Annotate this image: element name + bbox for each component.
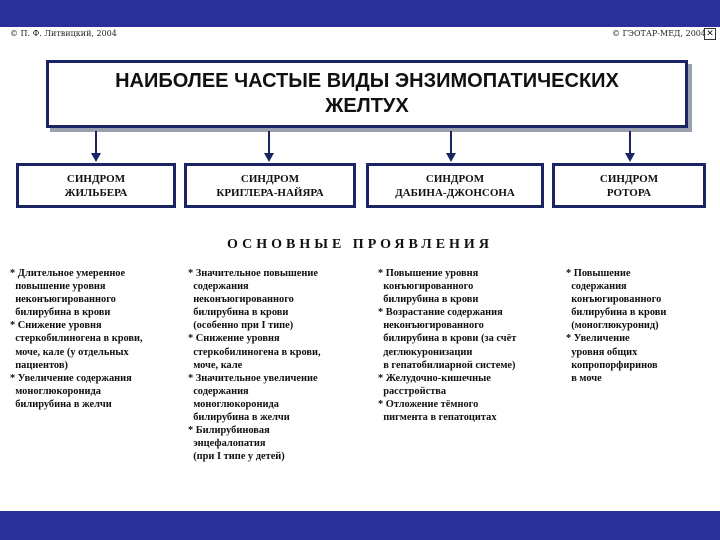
manifestation-line: в гепатобилиарной системе) bbox=[378, 359, 516, 371]
manifestation-line: пациентов) bbox=[10, 359, 68, 371]
close-icon[interactable]: ✕ bbox=[704, 28, 716, 40]
manifestation-line: (при I типе у детей) bbox=[188, 451, 285, 463]
syndrome-box-gilbert bbox=[16, 163, 176, 208]
manifestation-line: * Отложение тёмного bbox=[378, 398, 479, 410]
manifestation-line: билирубина в крови bbox=[378, 294, 479, 306]
manifestation-line: билирубина в крови bbox=[188, 307, 289, 319]
syndrome-label: СИНДРОМ РОТОРА bbox=[599, 172, 659, 199]
title-line-1: НАИБОЛЕЕ ЧАСТЫЕ ВИДЫ ЭНЗИМОПАТИЧЕСКИХ bbox=[115, 70, 619, 92]
manifestation-line: билирубина в крови bbox=[566, 307, 667, 319]
manifestation-line: * Возрастание содержания bbox=[378, 307, 503, 319]
manifestation-line: * Билирубиновая bbox=[188, 425, 270, 437]
manifestation-line: конъюгированного bbox=[378, 281, 474, 293]
manifestation-line: * Желудочно-кишечные bbox=[378, 372, 491, 384]
title-box bbox=[46, 60, 688, 128]
manifestation-line: содержания bbox=[188, 281, 249, 293]
manifestation-line: стеркобилиногена в крови, bbox=[188, 346, 321, 358]
manifestation-line: копропорфиринов bbox=[566, 359, 658, 371]
syndrome-label: СИНДРОМ ДАБИНА-ДЖОНСОНА bbox=[395, 172, 515, 199]
manifestations-dubin-johnson bbox=[378, 267, 563, 424]
title-line-2: ЖЕЛТУХ bbox=[325, 95, 409, 117]
manifestation-line: конъюгированного bbox=[566, 294, 662, 306]
diagram-title bbox=[115, 69, 619, 119]
manifestation-line: * Снижение уровня bbox=[188, 333, 280, 345]
manifestation-line: (моноглюкуронид) bbox=[566, 320, 659, 332]
author-credit: © П. Ф. Литвицкий, 2004 bbox=[10, 29, 117, 38]
syndrome-box-rotor bbox=[552, 163, 706, 208]
manifestation-line: * Повышение уровня bbox=[378, 268, 479, 279]
manifestations-rotor bbox=[566, 267, 716, 385]
manifestation-line: билирубина в желчи bbox=[10, 398, 112, 410]
manifestation-line: повышение уровня bbox=[10, 281, 106, 293]
manifestation-line: билирубина в желчи bbox=[188, 412, 290, 424]
manifestation-line: моноглюкоронида bbox=[188, 398, 279, 410]
manifestation-line: моче, кале bbox=[188, 359, 243, 371]
manifestation-line: * Увеличение bbox=[566, 333, 630, 345]
manifestation-line: уровня общих bbox=[566, 346, 638, 358]
manifestation-line: * Снижение уровня bbox=[10, 320, 102, 332]
syndrome-box-crigler-najjar bbox=[184, 163, 356, 208]
manifestation-line: пигмента в гепатоцитах bbox=[378, 412, 497, 424]
arrow-dubin-johnson bbox=[445, 131, 457, 163]
publisher-credit: © ГЭОТАР-МЕД, 2004 bbox=[612, 29, 706, 38]
arrow-crigler-najjar bbox=[263, 131, 275, 163]
manifestation-line: билирубина в крови bbox=[10, 307, 111, 319]
manifestation-line: неконъюгированного bbox=[10, 294, 116, 306]
manifestations-crigler-najjar bbox=[188, 267, 368, 463]
manifestation-line: моноглюкоронида bbox=[10, 385, 101, 397]
manifestation-line: стеркобилиногена в крови, bbox=[10, 333, 143, 345]
manifestation-line: * Увеличение содержания bbox=[10, 372, 132, 384]
footer-band bbox=[0, 511, 720, 540]
manifestation-line: моче, кале (у отдельных bbox=[10, 346, 129, 358]
manifestation-line: деглюкуронизации bbox=[378, 346, 473, 358]
manifestation-line: билирубина в крови (за счёт bbox=[378, 333, 517, 345]
syndrome-label: СИНДРОМ ЖИЛЬБЕРА bbox=[64, 172, 128, 199]
manifestation-line: * Длительное умеренное bbox=[10, 268, 126, 279]
slide-content bbox=[0, 27, 720, 511]
manifestation-line: * Значительное увеличение bbox=[188, 372, 318, 384]
manifestation-line: в моче bbox=[566, 372, 602, 384]
arrow-rotor bbox=[624, 131, 636, 163]
manifestation-line: энцефалопатия bbox=[188, 438, 266, 450]
manifestations-gilbert bbox=[10, 267, 185, 411]
manifestation-line: содержания bbox=[188, 385, 249, 397]
manifestation-line: * Значительное повышение bbox=[188, 268, 318, 279]
manifestation-line: расстройства bbox=[378, 385, 447, 397]
manifestation-line: содержания bbox=[566, 281, 627, 293]
syndrome-label: СИНДРОМ КРИГЛЕРА-НАЙЯРА bbox=[216, 172, 324, 199]
section-title: ОСНОВНЫЕ ПРОЯВЛЕНИЯ bbox=[227, 237, 493, 252]
manifestation-line: * Повышение bbox=[566, 268, 631, 279]
manifestation-line: (особенно при I типе) bbox=[188, 320, 294, 332]
manifestation-line: неконъюгированного bbox=[378, 320, 484, 332]
arrow-gilbert bbox=[90, 131, 102, 163]
syndrome-box-dubin-johnson bbox=[366, 163, 544, 208]
manifestation-line: неконъюгированного bbox=[188, 294, 294, 306]
